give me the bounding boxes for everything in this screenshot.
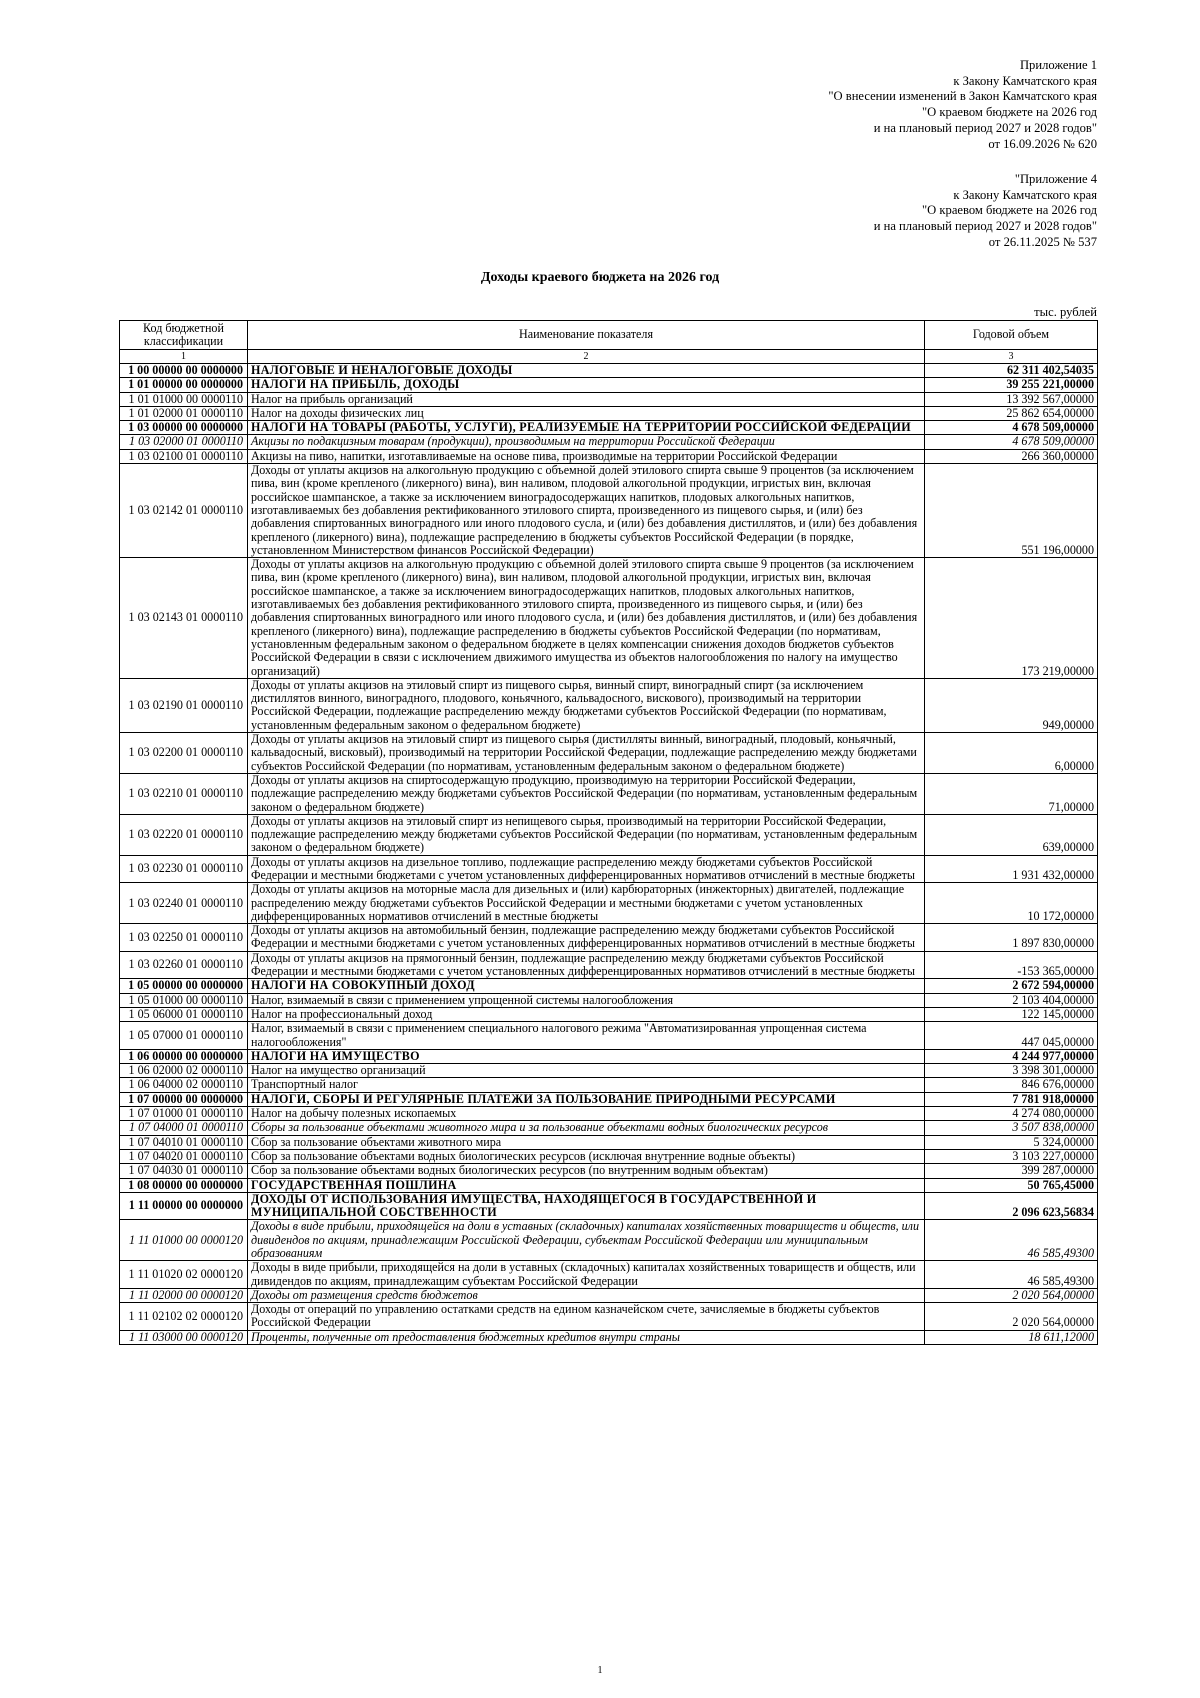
row-amount: 949,00000 xyxy=(925,678,1098,732)
row-amount: 173 219,00000 xyxy=(925,558,1098,679)
row-code: 1 01 01000 00 0000110 xyxy=(120,392,248,406)
annex-4-line: к Закону Камчатского края xyxy=(953,187,1097,202)
annex-4-line: и на плановый период 2027 и 2028 годов" xyxy=(873,219,1097,234)
row-code: 1 05 00000 00 0000000 xyxy=(120,979,248,993)
row-code: 1 06 04000 02 0000110 xyxy=(120,1078,248,1092)
row-code: 1 06 00000 00 0000000 xyxy=(120,1049,248,1063)
row-name: Налог, взимаемый в связи с применением специального налогового режима "Автоматизированная упрощенная система налогообложения" xyxy=(248,1022,925,1050)
row-code: 1 05 07000 01 0000110 xyxy=(120,1022,248,1050)
row-amount: 62 311 402,54035 xyxy=(925,364,1098,378)
table-row xyxy=(120,924,1098,952)
row-amount: 2 103 404,00000 xyxy=(925,993,1098,1007)
header-name: Наименование показателя xyxy=(248,321,925,350)
row-name: Налог на имущество организаций xyxy=(248,1064,925,1078)
col-number: 2 xyxy=(248,350,925,364)
table-row xyxy=(120,1220,1098,1261)
row-code: 1 03 02190 01 0000110 xyxy=(120,678,248,732)
row-amount: 50 765,45000 xyxy=(925,1178,1098,1192)
table-row xyxy=(120,435,1098,449)
row-code: 1 11 03000 00 0000120 xyxy=(120,1330,248,1344)
table-row xyxy=(120,1303,1098,1331)
row-code: 1 03 02230 01 0000110 xyxy=(120,855,248,883)
table-row xyxy=(120,406,1098,420)
row-code: 1 03 02240 01 0000110 xyxy=(120,883,248,924)
row-name: Доходы в виде прибыли, приходящейся на доли в уставных (складочных) капиталах хозяйственных товариществ и обществ, или дивидендов по акциям, принадлежащим Российской Федерации, субъектам Российской Федерации или муниципальным образованиям xyxy=(248,1220,925,1261)
row-amount: 2 020 564,00000 xyxy=(925,1288,1098,1302)
row-name: Сбор за пользование объектами животного мира xyxy=(248,1135,925,1149)
row-amount: 25 862 654,00000 xyxy=(925,406,1098,420)
row-name: ГОСУДАРСТВЕННАЯ ПОШЛИНА xyxy=(248,1178,925,1192)
row-code: 1 06 02000 02 0000110 xyxy=(120,1064,248,1078)
table-row xyxy=(120,1261,1098,1289)
row-code: 1 11 02000 00 0000120 xyxy=(120,1288,248,1302)
table-row xyxy=(120,1178,1098,1192)
row-name: Доходы в виде прибыли, приходящейся на доли в уставных (складочных) капиталах хозяйственных товариществ и обществ, или дивидендов по акциям, принадлежащим субъектам Российской Федерации xyxy=(248,1261,925,1289)
row-amount: 447 045,00000 xyxy=(925,1022,1098,1050)
table-row xyxy=(120,1049,1098,1063)
row-code: 1 00 00000 00 0000000 xyxy=(120,364,248,378)
annex-4-header xyxy=(874,172,1097,251)
table-row xyxy=(120,392,1098,406)
row-name: Доходы от операций по управлению остатками средств на едином казначейском счете, зачисляемые в бюджеты субъектов Российской Федерации xyxy=(248,1303,925,1331)
document-title: Доходы краевого бюджета на 2026 год xyxy=(480,270,720,285)
table-body xyxy=(120,364,1098,1345)
row-name: НАЛОГОВЫЕ И НЕНАЛОГОВЫЕ ДОХОДЫ xyxy=(248,364,925,378)
row-amount: 4 274 080,00000 xyxy=(925,1107,1098,1121)
table-row xyxy=(120,1330,1098,1344)
annex-4-line: от 26.11.2025 № 537 xyxy=(988,234,1097,249)
row-code: 1 05 06000 01 0000110 xyxy=(120,1007,248,1021)
row-name: Доходы от размещения средств бюджетов xyxy=(248,1288,925,1302)
row-code: 1 03 02000 01 0000110 xyxy=(120,435,248,449)
col-number: 1 xyxy=(120,350,248,364)
table-row xyxy=(120,464,1098,558)
row-amount: 18 611,12000 xyxy=(925,1330,1098,1344)
header-code: Код бюджетной классификации xyxy=(120,321,248,350)
row-code: 1 07 04020 01 0000110 xyxy=(120,1149,248,1163)
row-amount: 639,00000 xyxy=(925,814,1098,855)
table-row xyxy=(120,378,1098,392)
row-amount: 4 244 977,00000 xyxy=(925,1049,1098,1063)
row-name: НАЛОГИ НА ТОВАРЫ (РАБОТЫ, УСЛУГИ), РЕАЛИЗУЕМЫЕ НА ТЕРРИТОРИИ РОССИЙСКОЙ ФЕДЕРАЦИИ xyxy=(248,421,925,435)
annex-1-line: "О внесении изменений в Закон Камчатского края xyxy=(828,89,1097,104)
annex-1-header xyxy=(828,58,1097,152)
row-name: Налог, взимаемый в связи с применением упрощенной системы налогообложения xyxy=(248,993,925,1007)
table-row xyxy=(120,1022,1098,1050)
row-code: 1 01 00000 00 0000000 xyxy=(120,378,248,392)
row-name: Проценты, полученные от предоставления бюджетных кредитов внутри страны xyxy=(248,1330,925,1344)
table-row xyxy=(120,1078,1098,1092)
row-code: 1 07 04010 01 0000110 xyxy=(120,1135,248,1149)
table-row xyxy=(120,993,1098,1007)
row-code: 1 11 02102 02 0000120 xyxy=(120,1303,248,1331)
row-amount: 7 781 918,00000 xyxy=(925,1092,1098,1106)
row-name: Сборы за пользование объектами животного мира и за пользование объектами водных биологических ресурсов xyxy=(248,1121,925,1135)
row-code: 1 05 01000 00 0000110 xyxy=(120,993,248,1007)
table-row xyxy=(120,1149,1098,1163)
row-code: 1 07 00000 00 0000000 xyxy=(120,1092,248,1106)
row-name: Сбор за пользование объектами водных биологических ресурсов (по внутренним водным объектам) xyxy=(248,1164,925,1178)
row-name: Транспортный налог xyxy=(248,1078,925,1092)
row-amount: 551 196,00000 xyxy=(925,464,1098,558)
row-amount: 6,00000 xyxy=(925,733,1098,774)
row-amount: 3 398 301,00000 xyxy=(925,1064,1098,1078)
row-name: Доходы от уплаты акцизов на алкогольную продукцию с объемной долей этилового спирта свыше 9 процентов (за исключением пива, вин (кроме крепленого (ликерного) вина), вин наливом, плодовой алкогольной продукции, игристых вин, включая российское шампанское, а также за исключением виноградосодержащих напитков, плодовых алкогольных напитков, изготавливаемых без добавления ректификованного этилового спирта, произведенного из пищевого сырья, и (или) без добавления спиртованных виноградного или иного плодового сусла, и (или) без добавления дистиллятов, и (или) без добавления крепленого (ликерного) вина), подлежащие распределению в бюджеты субъектов Российской Федерации (по нормативам, установленным федеральным законом о федеральном бюджете в целях компенсации снижения доходов бюджетов субъектов Российской Федерации в связи с исключением движимого имущества из объектов налогообложения по налогу на имущество организаций) xyxy=(248,558,925,679)
row-code: 1 03 02260 01 0000110 xyxy=(120,951,248,979)
row-amount: 46 585,49300 xyxy=(925,1220,1098,1261)
row-amount: 10 172,00000 xyxy=(925,883,1098,924)
row-code: 1 03 02250 01 0000110 xyxy=(120,924,248,952)
header-amount: Годовой объем xyxy=(925,321,1098,350)
annex-4-line: "Приложение 4 xyxy=(1014,172,1097,186)
table-row xyxy=(120,558,1098,679)
table-row xyxy=(120,814,1098,855)
table-row xyxy=(120,855,1098,883)
row-name: НАЛОГИ НА ИМУЩЕСТВО xyxy=(248,1049,925,1063)
row-name: Доходы от уплаты акцизов на этиловый спирт из пищевого сырья, винный спирт, виноградный спирт (за исключением дистиллятов винного, виноградного, плодового, коньячного, кальвадосного, вискового), производимый на территории Российской Федерации, подлежащие распределению между бюджетами субъектов Российской Федерации (по нормативам, установленным федеральным законом о федеральном бюджете) xyxy=(248,678,925,732)
row-code: 1 03 02200 01 0000110 xyxy=(120,733,248,774)
row-code: 1 07 04030 01 0000110 xyxy=(120,1164,248,1178)
col-number: 3 xyxy=(925,350,1098,364)
annex-1-line: "О краевом бюджете на 2026 год xyxy=(922,105,1097,120)
row-amount: 71,00000 xyxy=(925,773,1098,814)
row-amount: 2 020 564,00000 xyxy=(925,1303,1098,1331)
row-name: Доходы от уплаты акцизов на автомобильный бензин, подлежащие распределению между бюджетами субъектов Российской Федерации и местными бюджетами с учетом установленных дифференцированных нормативов отчислений в местные бюджеты xyxy=(248,924,925,952)
annex-1-line: к Закону Камчатского края xyxy=(953,73,1097,88)
annex-4-line: "О краевом бюджете на 2026 год xyxy=(922,203,1097,218)
table-row xyxy=(120,1107,1098,1121)
row-name: Налог на доходы физических лиц xyxy=(248,406,925,420)
row-name: НАЛОГИ НА СОВОКУПНЫЙ ДОХОД xyxy=(248,979,925,993)
row-code: 1 03 00000 00 0000000 xyxy=(120,421,248,435)
row-name: Доходы от уплаты акцизов на дизельное топливо, подлежащие распределению между бюджетами субъектов Российской Федерации и местными бюджетами с учетом установленных дифференцированных нормативов отчислений в местные бюджеты xyxy=(248,855,925,883)
row-name: Доходы от уплаты акцизов на этиловый спирт из непищевого сырья, производимый на территории Российской Федерации, подлежащие распределению между бюджетами субъектов Российской Федерации (по нормативам, установленным федеральным законом о федеральном бюджете) xyxy=(248,814,925,855)
table-row xyxy=(120,951,1098,979)
row-name: НАЛОГИ НА ПРИБЫЛЬ, ДОХОДЫ xyxy=(248,378,925,392)
row-name: Доходы от уплаты акцизов на моторные масла для дизельных и (или) карбюраторных (инжекторных) двигателей, подлежащие распределению между бюджетами субъектов Российской Федерации и местными бюджетами с учетом установленных дифференцированных нормативов отчислений в местные бюджеты xyxy=(248,883,925,924)
row-amount: 46 585,49300 xyxy=(925,1261,1098,1289)
row-amount: 1 897 830,00000 xyxy=(925,924,1098,952)
row-amount: 3 103 227,00000 xyxy=(925,1149,1098,1163)
annex-1-line: Приложение 1 xyxy=(1019,58,1097,72)
row-name: Сбор за пользование объектами водных биологических ресурсов (исключая внутренние водные объекты) xyxy=(248,1149,925,1163)
page-number: 1 xyxy=(597,1665,603,1676)
table-row xyxy=(120,678,1098,732)
table-row xyxy=(120,1192,1098,1220)
table-row xyxy=(120,1092,1098,1106)
annex-1-line: от 16.09.2026 № 620 xyxy=(988,136,1097,151)
table-row xyxy=(120,733,1098,774)
row-code: 1 07 04000 01 0000110 xyxy=(120,1121,248,1135)
row-amount: 39 255 221,00000 xyxy=(925,378,1098,392)
table-row xyxy=(120,421,1098,435)
table-row xyxy=(120,1135,1098,1149)
row-name: Налог на добычу полезных ископаемых xyxy=(248,1107,925,1121)
row-amount: 1 931 432,00000 xyxy=(925,855,1098,883)
row-name: Доходы от уплаты акцизов на этиловый спирт из пищевого сырья (дистилляты винный, виноградный, плодовый, коньячный, кальвадосный, висковый), производимый на территории Российской Федерации, подлежащие распределению между бюджетами субъектов Российской Федерации (по нормативам, установленным федеральным законом о федеральном бюджете) xyxy=(248,733,925,774)
table-row xyxy=(120,449,1098,463)
table-row xyxy=(120,1121,1098,1135)
units-label: тыс. рублей xyxy=(1034,305,1097,319)
row-code: 1 03 02210 01 0000110 xyxy=(120,773,248,814)
row-code: 1 11 01020 02 0000120 xyxy=(120,1261,248,1289)
table-row xyxy=(120,1007,1098,1021)
row-amount: 122 145,00000 xyxy=(925,1007,1098,1021)
row-code: 1 03 02220 01 0000110 xyxy=(120,814,248,855)
row-amount: 4 678 509,00000 xyxy=(925,421,1098,435)
table-row xyxy=(120,883,1098,924)
row-amount: 4 678 509,00000 xyxy=(925,435,1098,449)
table-row xyxy=(120,364,1098,378)
row-code: 1 11 01000 00 0000120 xyxy=(120,1220,248,1261)
row-amount: 266 360,00000 xyxy=(925,449,1098,463)
row-name: Акцизы на пиво, напитки, изготавливаемые на основе пива, производимые на территории Российской Федерации xyxy=(248,449,925,463)
row-code: 1 08 00000 00 0000000 xyxy=(120,1178,248,1192)
row-code: 1 01 02000 01 0000110 xyxy=(120,406,248,420)
row-name: Доходы от уплаты акцизов на прямогонный бензин, подлежащие распределению между бюджетами субъектов Российской Федерации и местными бюджетами с учетом установленных дифференцированных нормативов отчислений в местные бюджеты xyxy=(248,951,925,979)
row-amount: 13 392 567,00000 xyxy=(925,392,1098,406)
row-amount: 399 287,00000 xyxy=(925,1164,1098,1178)
annex-1-line: и на плановый период 2027 и 2028 годов" xyxy=(873,120,1097,135)
row-amount: 3 507 838,00000 xyxy=(925,1121,1098,1135)
row-code: 1 03 02142 01 0000110 xyxy=(120,464,248,558)
row-amount: -153 365,00000 xyxy=(925,951,1098,979)
table-row xyxy=(120,1164,1098,1178)
row-amount: 846 676,00000 xyxy=(925,1078,1098,1092)
table-row xyxy=(120,1288,1098,1302)
row-code: 1 07 01000 01 0000110 xyxy=(120,1107,248,1121)
table-row xyxy=(120,1064,1098,1078)
row-code: 1 03 02143 01 0000110 xyxy=(120,558,248,679)
row-code: 1 11 00000 00 0000000 xyxy=(120,1192,248,1220)
row-amount: 5 324,00000 xyxy=(925,1135,1098,1149)
table-row xyxy=(120,773,1098,814)
row-name: Налог на профессиональный доход xyxy=(248,1007,925,1021)
row-name: ДОХОДЫ ОТ ИСПОЛЬЗОВАНИЯ ИМУЩЕСТВА, НАХОДЯЩЕГОСЯ В ГОСУДАРСТВЕННОЙ И МУНИЦИПАЛЬНОЙ СОБСТВЕННОСТИ xyxy=(248,1192,925,1220)
row-name: Доходы от уплаты акцизов на спиртосодержащую продукцию, производимую на территории Российской Федерации, подлежащие распределению между бюджетами субъектов Российской Федерации (по нормативам, установленным федеральным законом о федеральном бюджете) xyxy=(248,773,925,814)
row-name: НАЛОГИ, СБОРЫ И РЕГУЛЯРНЫЕ ПЛАТЕЖИ ЗА ПОЛЬЗОВАНИЕ ПРИРОДНЫМИ РЕСУРСАМИ xyxy=(248,1092,925,1106)
row-name: Налог на прибыль организаций xyxy=(248,392,925,406)
revenue-table xyxy=(119,320,1098,1345)
row-name: Доходы от уплаты акцизов на алкогольную продукцию с объемной долей этилового спирта свыше 9 процентов (за исключением пива, вин (кроме крепленого (ликерного) вина), вин наливом, плодовой алкогольной продукции, игристых вин, включая российское шампанское, а также за исключением виноградосодержащих напитков, плодовых алкогольных напитков, изготавливаемых без добавления ректификованного этилового спирта, произведенного из пищевого сырья, и (или) без добавления спиртованных виноградного или иного плодового сусла, и (или) без добавления дистиллятов, и (или) без добавления крепленого (ликерного) вина), подлежащие распределению в бюджеты субъектов Российской Федерации (в порядке, установленном Министерством финансов Российской Федерации) xyxy=(248,464,925,558)
row-amount: 2 672 594,00000 xyxy=(925,979,1098,993)
table-row xyxy=(120,979,1098,993)
row-code: 1 03 02100 01 0000110 xyxy=(120,449,248,463)
row-amount: 2 096 623,56834 xyxy=(925,1192,1098,1220)
row-name: Акцизы по подакцизным товарам (продукции), производимым на территории Российской Федерации xyxy=(248,435,925,449)
